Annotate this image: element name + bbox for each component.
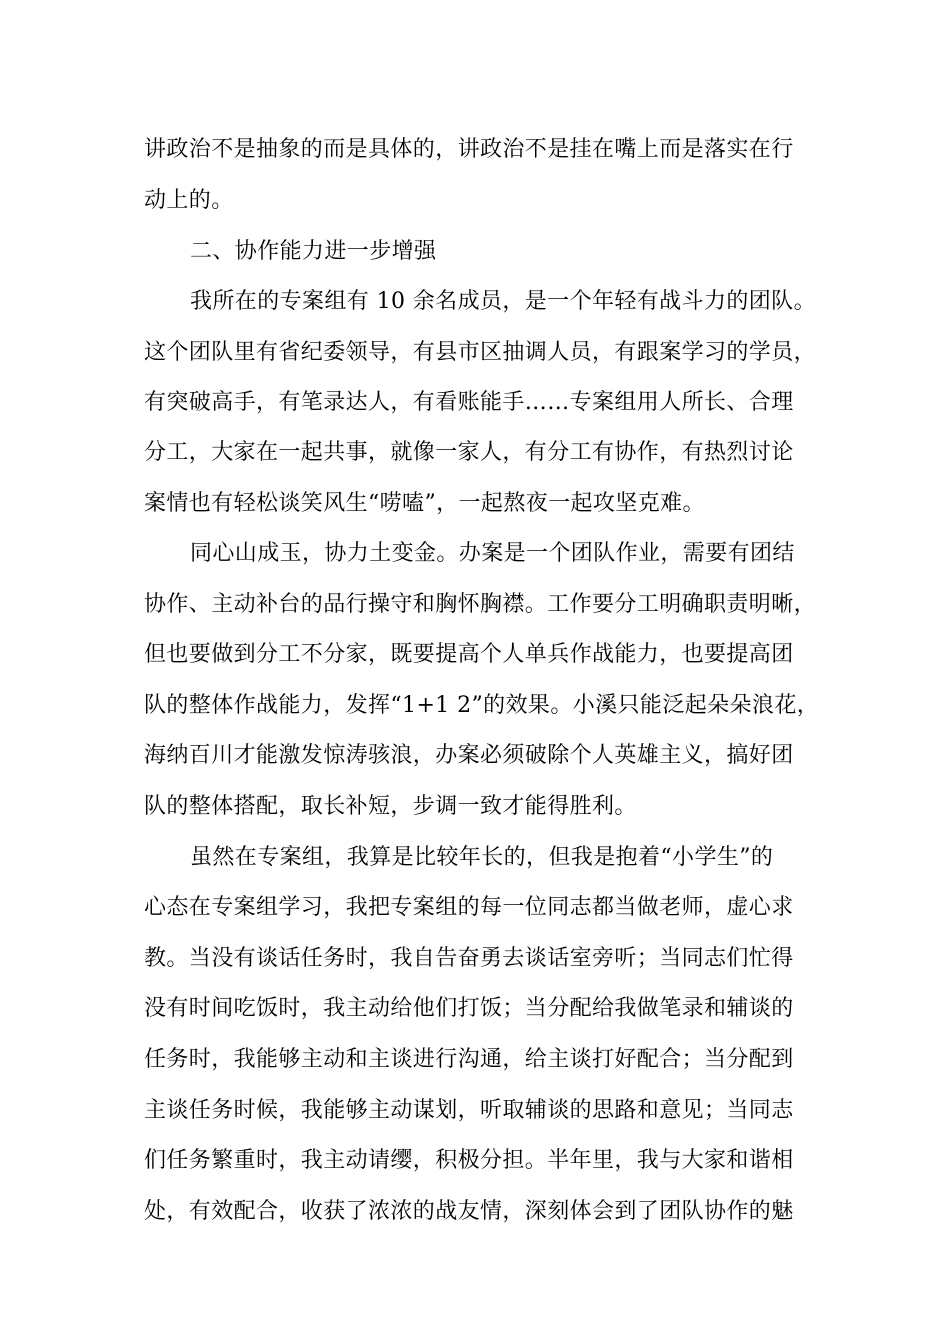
text-line: 有突破高手，有笔录达人，有看账能手……专案组用人所长、合理 [144, 390, 794, 415]
text-line: 处，有效配合，收获了浓浓的战友情，深刻体会到了团队协作的魅 [144, 1199, 794, 1224]
text-line: 讲政治不是抽象的而是具体的，讲政治不是挂在嘴上而是落实在行 [144, 137, 794, 162]
text-line: 主谈任务时候，我能够主动谋划，听取辅谈的思路和意见；当同志 [144, 1098, 794, 1123]
text-line: 分工，大家在一起共事，就像一家人，有分工有协作，有热烈讨论 [144, 440, 794, 465]
text-line: 队的整体作战能力，发挥“1+1 2”的效果。小溪只能泛起朵朵浪花， [144, 693, 820, 718]
text-line: 任务时，我能够主动和主谈进行沟通，给主谈打好配合；当分配到 [144, 1047, 794, 1072]
text-line: 我所在的专案组有 10 余名成员，是一个年轻有战斗力的团队。 [190, 289, 816, 314]
text-line: 没有时间吃饭时，我主动给他们打饭；当分配给我做笔录和辅谈的 [144, 996, 794, 1021]
section-heading: 二、协作能力进一步增强 [190, 239, 437, 264]
text-line: 同心山成玉，协力土变金。办案是一个团队作业，需要有团结 [190, 541, 795, 566]
text-line: 们任务繁重时，我主动请缨，积极分担。半年里，我与大家和谐相 [144, 1148, 794, 1173]
text-line: 协作、主动补台的品行操守和胸怀胸襟。工作要分工明确职责明晰， [144, 592, 817, 617]
text-line: 心态在专案组学习，我把专案组的每一位同志都当做老师，虚心求 [144, 895, 794, 920]
text-line: 虽然在专案组，我算是比较年长的，但我是抱着“小学生”的 [190, 845, 774, 870]
text-line: 教。当没有谈话任务时，我自告奋勇去谈话室旁听；当同志们忙得 [144, 946, 794, 971]
text-line: 案情也有轻松谈笑风生“唠嗑”，一起熬夜一起攻坚克难。 [144, 491, 705, 516]
text-line: 这个团队里有省纪委领导，有县市区抽调人员，有跟案学习的学员， [144, 340, 817, 365]
text-line: 动上的。 [144, 188, 234, 213]
text-line: 海纳百川才能激发惊涛骇浪，办案必须破除个人英雄主义，搞好团 [144, 743, 794, 768]
text-line: 但也要做到分工不分家，既要提高个人单兵作战能力，也要提高团 [144, 642, 794, 667]
text-line: 队的整体搭配，取长补短，步调一致才能得胜利。 [144, 794, 637, 819]
